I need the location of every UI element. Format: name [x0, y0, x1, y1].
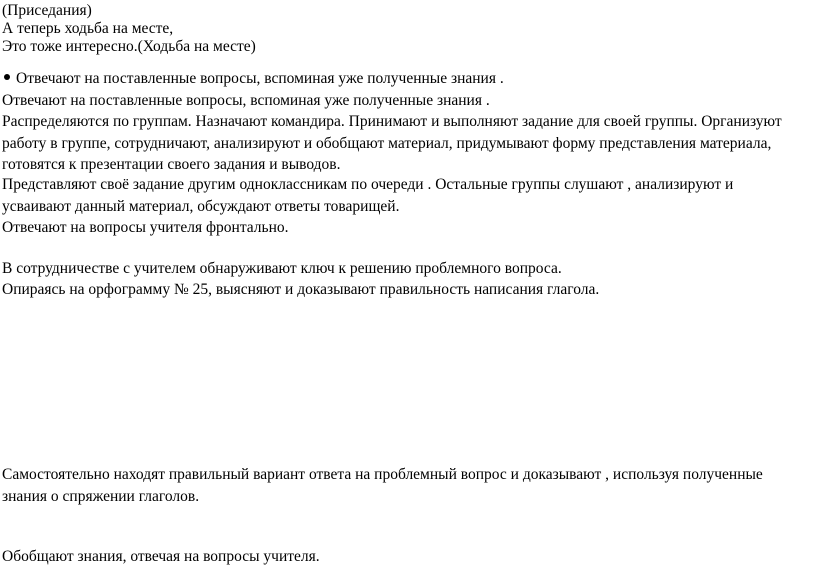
text-line-presentation: готовятся к презентации своего задания и выводов.: [2, 156, 341, 173]
text-line-independent: Самостоятельно находят правильный вариант ответа на проблемный вопрос и доказывают , используя полученные: [2, 466, 763, 483]
text-line-squats: (Приседания): [2, 2, 92, 19]
text-line-walking: А теперь ходьба на месте,: [2, 20, 174, 37]
text-line-frontal: Отвечают на вопросы учителя фронтально.: [2, 219, 289, 236]
text-line-cooperation: В сотрудничестве с учителем обнаруживают ключ к решению проблемного вопроса.: [2, 260, 562, 277]
bullet-icon: [4, 74, 10, 80]
bullet-line-answers: [2, 68, 504, 89]
bullet-line-text: Отвечают на поставленные вопросы, вспоминая уже полученные знания .: [16, 70, 504, 87]
text-line-conjugation: знания о спряжении глаголов.: [2, 488, 200, 505]
text-line-group-work: работу в группе, сотрудничают, анализируют и обобщают материал, придумывают форму представления материала,: [2, 135, 772, 152]
text-line-summary: Обобщают знания, отвечая на вопросы учителя.: [2, 548, 320, 565]
text-line-groups: Распределяются по группам. Назначают командира. Принимают и выполняют задание для своей группы. Организуют: [2, 113, 782, 130]
text-line-answers: Отвечают на поставленные вопросы, вспоминая уже полученные знания .: [2, 92, 490, 109]
text-line-orthogram: Опираясь на орфограмму № 25, выясняют и доказывают правильность написания глагола.: [2, 281, 600, 298]
text-line-present-task: Представляют своё задание другим одноклассникам по очереди . Остальные группы слушают , анализируют и: [2, 176, 734, 193]
text-line-interesting: Это тоже интересно.(Ходьба на месте): [2, 38, 256, 55]
text-line-absorb: усваивают данный материал, обсуждают ответы товарищей.: [2, 198, 400, 215]
